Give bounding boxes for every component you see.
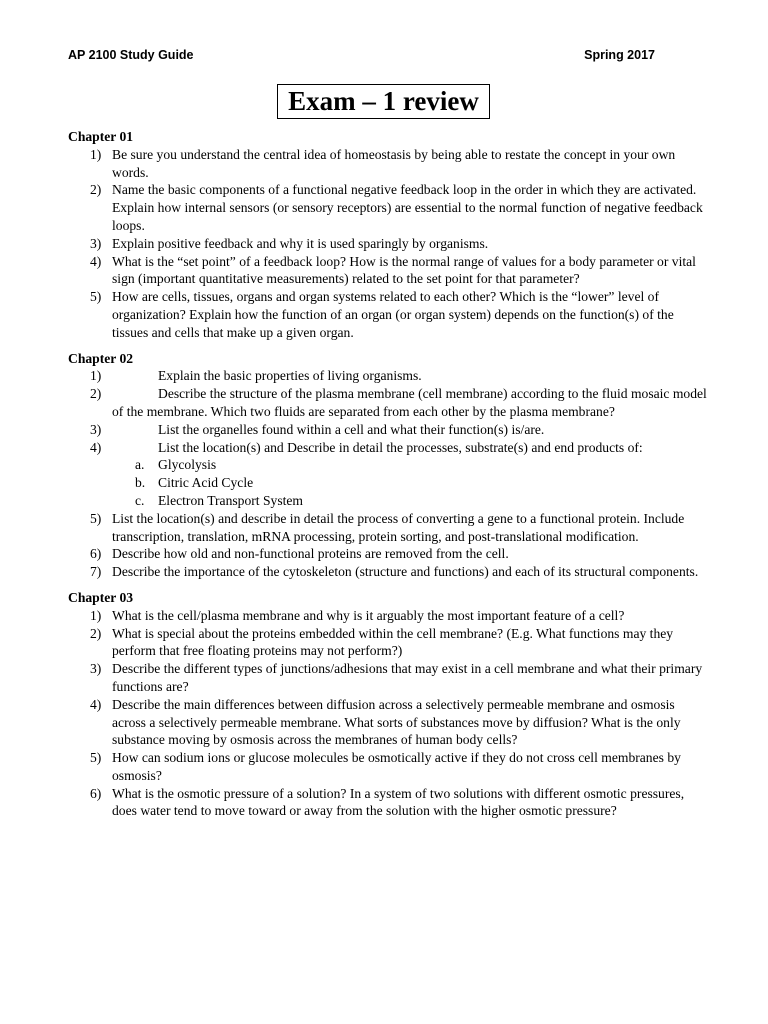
question-number: 5) bbox=[90, 750, 102, 766]
question-item bbox=[68, 385, 708, 421]
question-item bbox=[68, 696, 708, 749]
question-item bbox=[68, 545, 708, 563]
sub-text: Electron Transport System bbox=[158, 492, 303, 508]
question-item bbox=[68, 421, 708, 439]
chapter-title: Chapter 01 bbox=[68, 129, 134, 144]
question-number: 1) bbox=[90, 607, 102, 623]
sub-list bbox=[112, 456, 708, 509]
question-text: Describe the different types of junctions/adhesions that may exist in a cell membrane and what their primary functions are? bbox=[112, 661, 703, 694]
question-number: 3) bbox=[90, 235, 102, 251]
question-text: Name the basic components of a functional negative feedback loop in the order in which they are activated. Explain how internal sensors (or sensory receptors) are essential to the normal function of negative feedback loops. bbox=[112, 182, 703, 233]
sub-letter: a. bbox=[135, 457, 145, 473]
question-text: How are cells, tissues, organs and organ systems related to each other? Which is the “lower” level of organization? Explain how the function of an organ (or organ system) depends on the function(s) of the tissues and cells that make up a given organ. bbox=[112, 289, 674, 340]
question-number: 2) bbox=[90, 182, 102, 198]
question-number: 5) bbox=[90, 510, 102, 526]
question-item bbox=[68, 367, 708, 385]
question-item bbox=[68, 785, 708, 821]
question-text: What is the osmotic pressure of a solution? In a system of two solutions with different osmotic pressures, does water tend to move toward or away from the solution with the higher osmotic pressure? bbox=[112, 785, 685, 819]
chapter-01-section bbox=[68, 128, 708, 342]
question-item bbox=[68, 607, 708, 625]
chapter-title: Chapter 02 bbox=[68, 350, 134, 366]
question-text: Explain positive feedback and why it is used sparingly by organisms. bbox=[112, 235, 489, 251]
term-label: Spring 2017 bbox=[584, 48, 655, 62]
sub-item bbox=[68, 474, 708, 492]
chapter-03-section bbox=[68, 589, 708, 820]
question-text: List the organelles found within a cell and what their function(s) is/are. bbox=[158, 421, 545, 437]
question-item bbox=[68, 288, 708, 341]
question-item bbox=[68, 749, 708, 785]
question-item bbox=[68, 510, 708, 546]
question-number: 1) bbox=[90, 146, 102, 162]
question-text: What is the cell/plasma membrane and why is it arguably the most important feature of a cell? bbox=[112, 607, 625, 623]
question-number: 7) bbox=[90, 564, 102, 580]
question-number: 4) bbox=[90, 696, 102, 712]
question-item bbox=[68, 660, 708, 696]
question-text: Describe the main differences between diffusion across a selectively permeable membrane and osmosis across a selectively permeable membrane. What sorts of substances move by diffusion? What is the only substance moving by osmosis across the membranes of human body cells? bbox=[112, 696, 681, 748]
question-text: List the location(s) and Describe in detail the processes, substrate(s) and end products of: bbox=[158, 439, 643, 455]
question-item bbox=[68, 253, 708, 289]
sub-letter: b. bbox=[135, 475, 146, 491]
question-number: 3) bbox=[90, 661, 102, 677]
sub-item bbox=[68, 456, 708, 474]
question-item bbox=[68, 625, 708, 661]
chapter-title: Chapter 03 bbox=[68, 589, 134, 605]
sub-letter: c. bbox=[135, 492, 145, 508]
question-number: 5) bbox=[90, 289, 102, 305]
course-title: AP 2100 Study Guide bbox=[68, 48, 194, 62]
question-text: What is the “set point” of a feedback loop? How is the normal range of values for a body parameter or vital sign (important quantitative measurements) related to the set point for that parameter? bbox=[112, 253, 696, 287]
question-item bbox=[68, 563, 708, 581]
document-title: Exam – 1 review bbox=[277, 84, 490, 119]
question-list bbox=[68, 607, 708, 821]
question-item bbox=[68, 439, 708, 510]
question-item bbox=[68, 181, 708, 234]
chapters-container bbox=[68, 128, 708, 828]
question-text: Explain the basic properties of living organisms. bbox=[158, 368, 422, 384]
chapter-02-section bbox=[68, 350, 708, 581]
question-text: Be sure you understand the central idea of homeostasis by being able to restate the concept in your own words. bbox=[112, 146, 676, 180]
question-number: 4) bbox=[90, 253, 102, 269]
question-number: 3) bbox=[90, 421, 102, 437]
question-item bbox=[68, 235, 708, 253]
sub-text: Citric Acid Cycle bbox=[158, 475, 254, 491]
sub-text: Glycolysis bbox=[158, 457, 217, 473]
question-number: 2) bbox=[90, 625, 102, 641]
question-text: Describe the structure of the plasma membrane (cell membrane) according to the fluid mosaic model of the membrane. Which two fluids are separated from each other by the plasma membrane? bbox=[112, 386, 707, 419]
question-number: 6) bbox=[90, 785, 102, 801]
sub-item bbox=[68, 492, 708, 510]
question-number: 1) bbox=[90, 368, 102, 384]
question-text: List the location(s) and describe in detail the process of converting a gene to a functional protein. Include transcription, translation, mRNA processing, protein sorting, and post-translational modification. bbox=[112, 510, 685, 544]
question-number: 4) bbox=[90, 439, 102, 455]
question-number: 6) bbox=[90, 546, 102, 562]
question-text: How can sodium ions or glucose molecules be osmotically active if they do not cross cell membranes by osmosis? bbox=[112, 750, 681, 783]
question-text: Describe how old and non-functional proteins are removed from the cell. bbox=[112, 546, 509, 562]
question-text: What is special about the proteins embedded within the cell membrane? (E.g. What functions may they perform that free floating proteins may not perform?) bbox=[112, 625, 674, 659]
question-item bbox=[68, 146, 708, 182]
question-text: Describe the importance of the cytoskeleton (structure and functions) and each of its structural components. bbox=[112, 564, 699, 580]
question-number: 2) bbox=[90, 386, 102, 402]
question-list bbox=[68, 367, 708, 581]
question-list bbox=[68, 146, 708, 342]
page-header bbox=[68, 48, 655, 66]
